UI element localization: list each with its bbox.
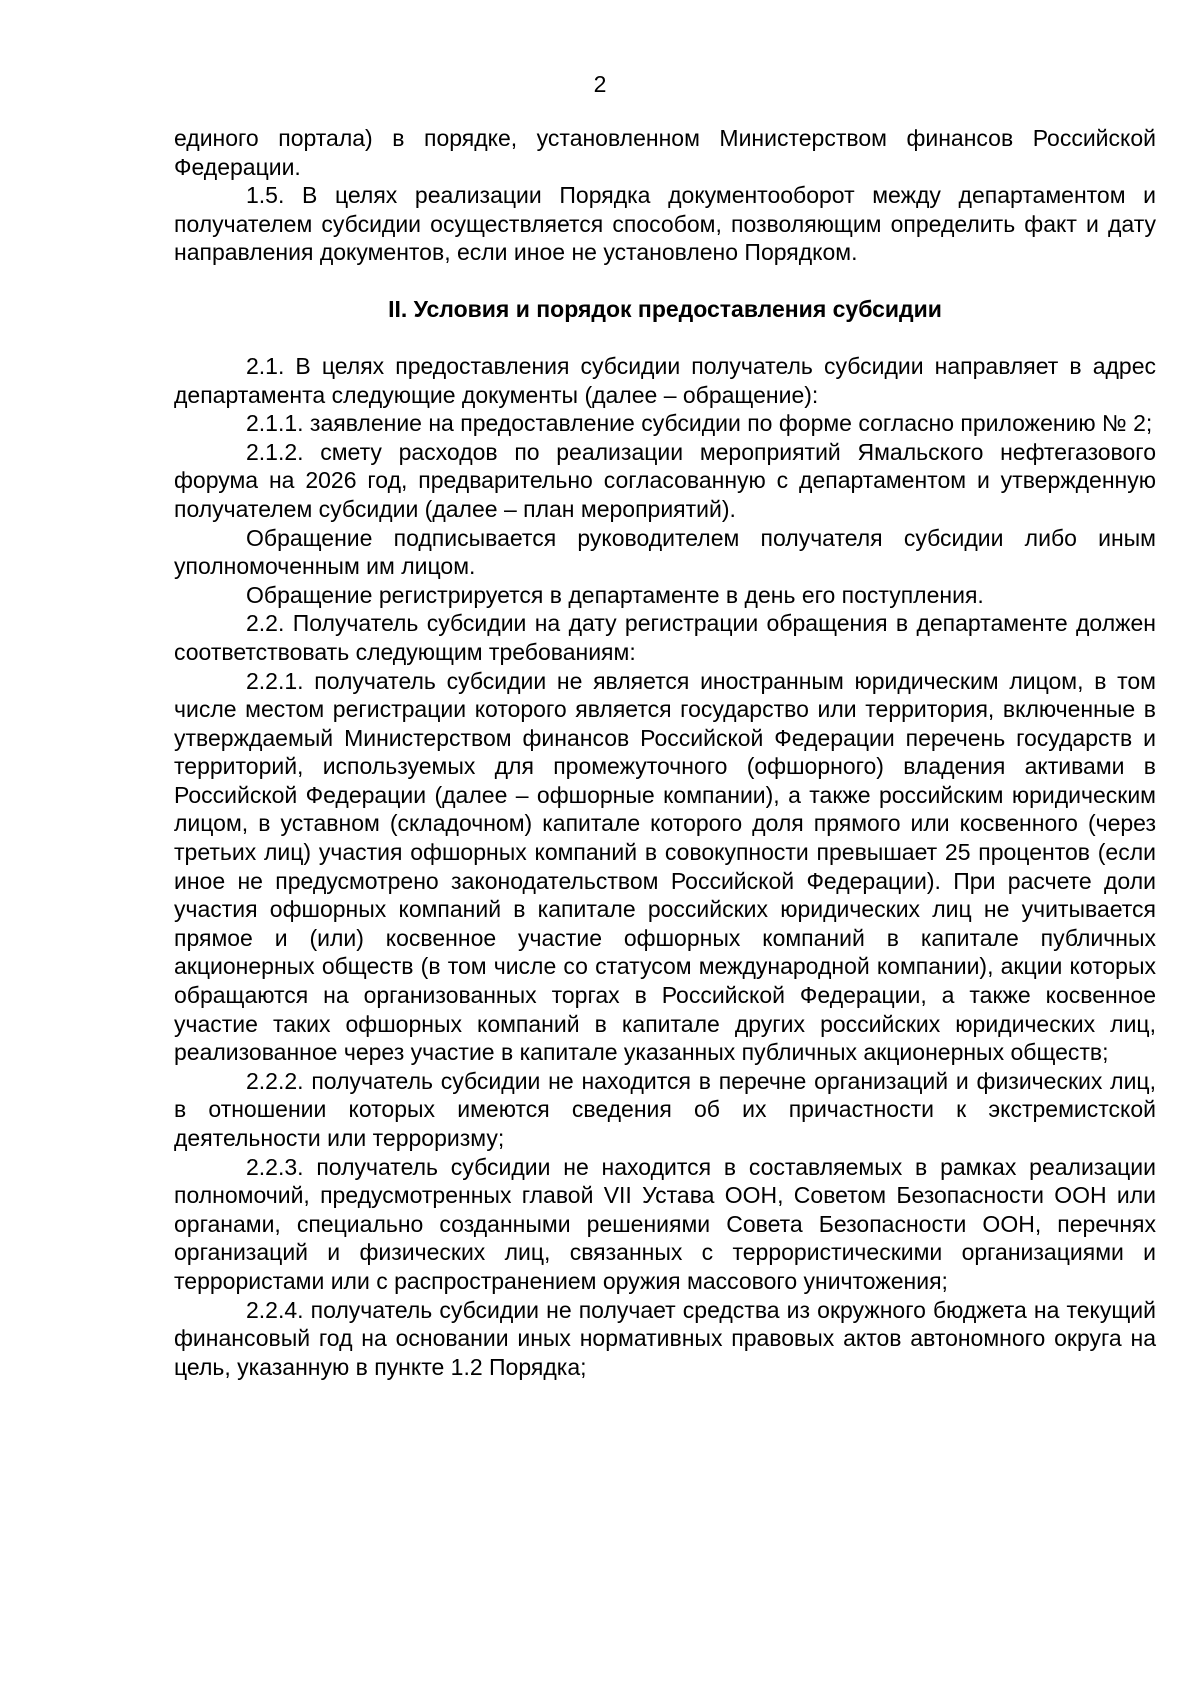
document-body: [174, 124, 1156, 1381]
paragraph-portal-continuation: единого портала) в порядке, установленном Министерством финансов Российской Федерации.: [174, 125, 1156, 180]
paragraph-2-2: 2.2. Получатель субсидии на дату регистрации обращения в департаменте должен соответствовать следующим требованиям:: [174, 610, 1156, 665]
paragraph-2-1: 2.1. В целях предоставления субсидии получатель субсидии направляет в адрес департамента следующие документы (далее – обращение):: [174, 352, 1156, 408]
paragraph-appeal-signed: Обращение подписывается руководителем получателя субсидии либо иным уполномоченным им лицом.: [174, 524, 1156, 580]
paragraph-2-1-2: 2.1.2. смету расходов по реализации мероприятий Ямальского нефтегазового форума на 2026 год, предварительно согласованную с департаментом и утвержденную получателем субсидии (далее – план мероприятий).: [174, 438, 1156, 522]
paragraph-2-2-2: 2.2.2. получатель субсидии не находится в перечне организаций и физических лиц, в отношении которых имеются сведения об их причастности к экстремистской деятельности или терроризму;: [174, 1067, 1156, 1151]
section-heading: II. Условия и порядок предоставления субсидии: [388, 295, 942, 322]
paragraph-2-2-4: 2.2.4. получатель субсидии не получает средства из окружного бюджета на текущий финансовый год на основании иных нормативных правовых актов автономного округа на цель, указанную в пункте 1.2 Порядка;: [174, 1296, 1156, 1380]
paragraph-appeal-registered: Обращение регистрируется в департаменте в день его поступления.: [246, 581, 984, 608]
paragraph-2-1-1: 2.1.1. заявление на предоставление субсидии по форме согласно приложению № 2;: [246, 410, 1153, 437]
paragraph-2-2-3: 2.2.3. получатель субсидии не находится в составляемых в рамках реализации полномочий, предусмотренных главой VII Устава ООН, Советом Безопасности ООН или органами, специально созданными решениями Совета Безопасности ООН, перечнях организаций и физических лиц, связанных с террористическими организациями и террористами или с распространением оружия массового уничтожения;: [174, 1153, 1156, 1294]
paragraph-2-2-1: 2.2.1. получатель субсидии не является иностранным юридическим лицом, в том числе местом регистрации которого является государство или территория, включенные в утверждаемый Министерством финансов Российской Федерации перечень государств и территорий, используемых для промежуточного (офшорного) владения активами в Российской Федерации (далее – офшорные компании), а также российским юридическим лицом, в уставном (складочном) капитале которого доля прямого или косвенного (через третьих лиц) участия офшорных компаний в совокупности превышает 25 процентов (если иное не предусмотрено законодательством Российской Федерации). При расчете доли участия офшорных компаний в капитале российских юридических лиц не учитывается прямое и (или) косвенное участие офшорных компаний в капитале публичных акционерных обществ (в том числе со статусом международной компании), акции которых обращаются на организованных торгах в Российской Федерации, а также косвенное участие таких офшорных компаний в капитале других российских юридических лиц, реализованное через участие в капитале указанных публичных акционерных обществ;: [174, 667, 1156, 1066]
paragraph-1-5: 1.5. В целях реализации Порядка документооборот между департаментом и получателем субсидии осуществляется способом, позволяющим определить факт и дату направления документов, если иное не установлено Порядком.: [174, 182, 1156, 266]
page-number: 2: [593, 71, 607, 97]
